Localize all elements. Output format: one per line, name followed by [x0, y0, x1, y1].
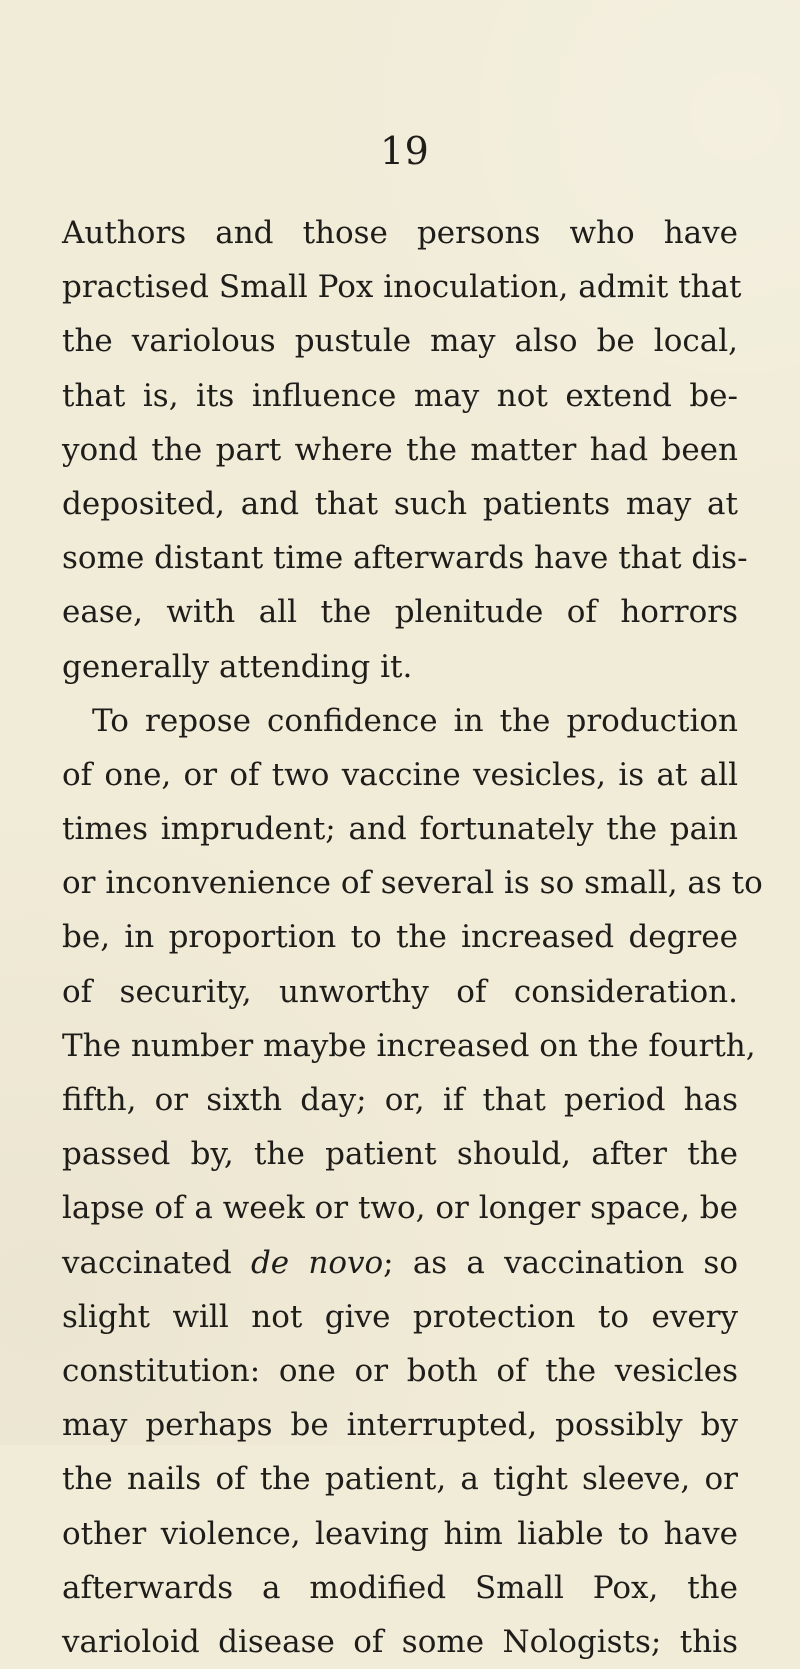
text-line-21: slight will not give protection to every [62, 1298, 738, 1335]
text-line-26: afterwards a modified Small Pox, the [62, 1569, 738, 1606]
text-line-4: that is, its influence may not extend be- [62, 377, 738, 414]
text-line-6: deposited, and that such patients may at [62, 485, 738, 522]
text-line-5: yond the part where the matter had been [62, 431, 738, 468]
text-line-9: generally attending it. [62, 648, 413, 685]
text-line-19: lapse of a week or two, or longer space, be [62, 1190, 738, 1227]
text-line-8: ease, with all the plenitude of horrors [62, 594, 738, 631]
text-line-27: varioloid disease of some Nologists; this [62, 1623, 738, 1660]
text-line-20-before: vaccinated [62, 1244, 251, 1281]
body-text [62, 206, 763, 1669]
text-line-23: may perhaps be interrupted, possibly by [62, 1407, 738, 1444]
text-line-10: To repose confidence in the production [92, 702, 738, 739]
text-line-14: be, in proportion to the increased degree [62, 919, 738, 956]
text-line-24: the nails of the patient, a tight sleeve, or [62, 1461, 738, 1498]
text-line-11: of one, or of two vaccine vesicles, is at all [62, 756, 738, 793]
text-line-17: fifth, or sixth day; or, if that period has [62, 1082, 738, 1118]
italic-phrase: de novo [250, 1244, 384, 1281]
text-line-25: other violence, leaving him liable to have [62, 1515, 738, 1552]
text-line-7: some distant time afterwards have that dis- [62, 540, 748, 577]
text-line-13: or inconvenience of several is so small, as to [62, 865, 763, 902]
text-line-16: The number maybe increased on the fourth, [62, 1027, 756, 1064]
text-line-20-after: ; as a vaccination so [383, 1244, 738, 1281]
text-line-15: of security, unworthy of consideration. [62, 973, 738, 1010]
text-line-3: the variolous pustule may also be local, [62, 323, 738, 360]
text-line-22: constitution: one or both of the vesicles [62, 1352, 738, 1389]
text-line-18: passed by, the patient should, after the [62, 1136, 738, 1173]
text-line-2: practised Small Pox inoculation, admit that [62, 269, 742, 306]
text-line-12: times imprudent; and fortunately the pain [62, 811, 738, 848]
page-number: 19 [380, 129, 430, 173]
text-line-1: Authors and those persons who have [62, 215, 738, 251]
text-line-20 [62, 1236, 738, 1290]
